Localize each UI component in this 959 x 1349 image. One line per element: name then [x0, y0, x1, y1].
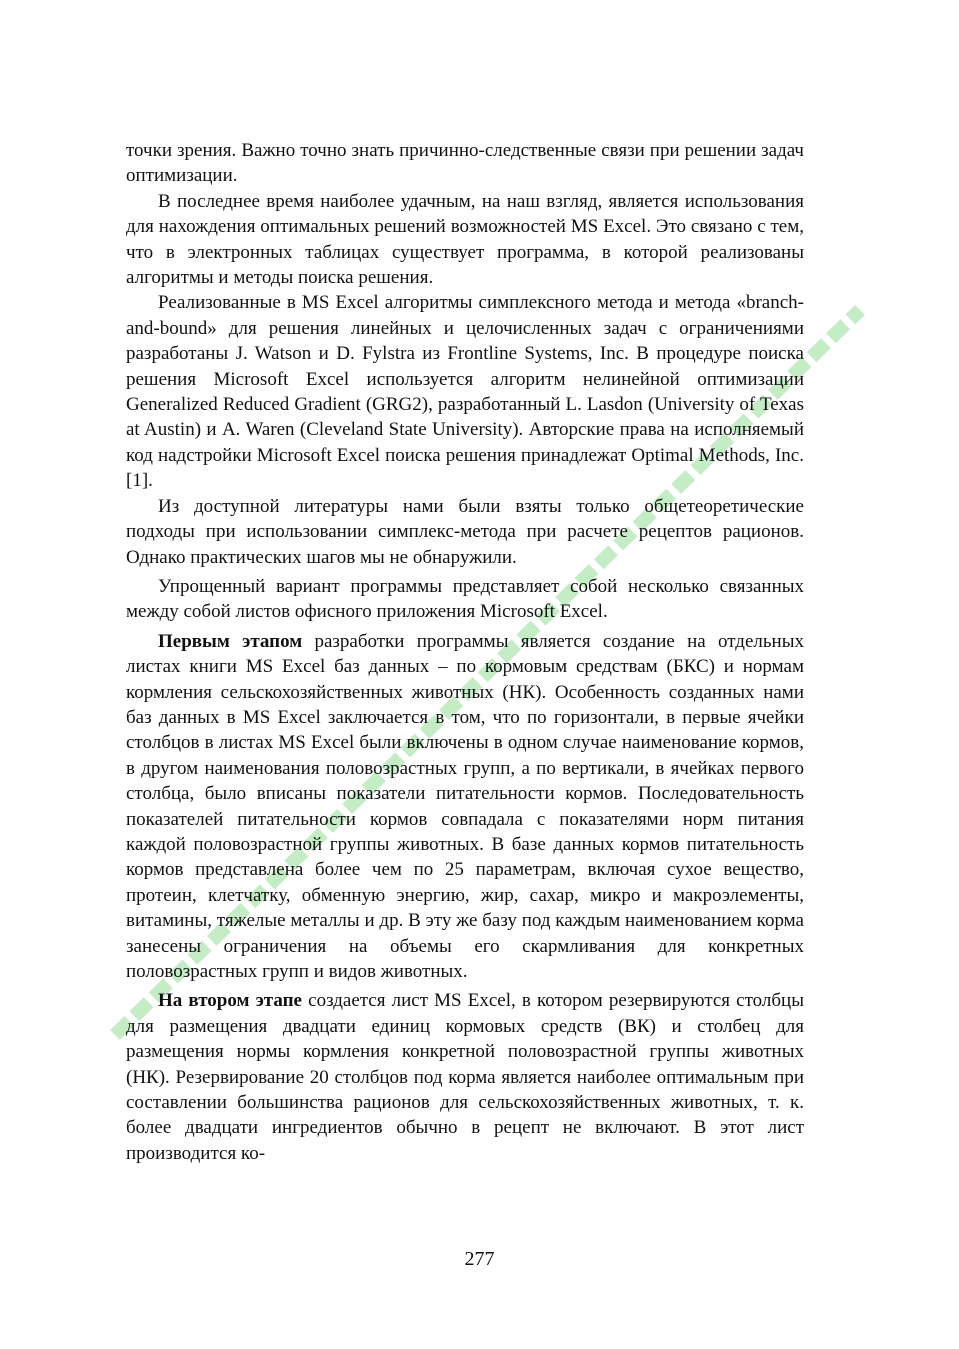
page-number: 277	[464, 1248, 495, 1270]
paragraph-5: Упрощенный вариант программы представляет собой несколько связанных между собой листов офисного приложения Microsoft Excel.	[126, 575, 804, 623]
paragraph-6	[126, 629, 804, 985]
paragraph-6-text: разработки программы является создание на отдельных листах книги MS Excel баз данных – по кормовым средствам (БКС) и нормам кормления сельскохозяйственных животных (НК). Особенность созданных нами баз данных в MS Excel заключается в том, что по горизонтали, в первые ячейки столбцов в листах MS Excel были включены в одном случае наименование кормов, в другом наименования половозрастных групп, а по вертикали, в ячейках первого столбца, было вписаны показатели питательности кормов. Последовательность показателей питательности кормов совпадала с показателями норм питания каждой половозрастной группы животных. В базе данных кормов питательность кормов представлена более чем по 25 параметрам, включая сухое вещество, протеин, клетчатку, обменную энергию, жир, сахар, микро и макроэлементы, витамины, тяжелые металлы и др. В эту же базу под каждым наименованием корма занесены ограничения на объемы его скармливания для конкретных половозрастных групп и видов животных.	[126, 630, 804, 982]
paragraph-7-text: создается лист MS Excel, в котором резервируются столбцы для размещения двадцати единиц кормовых средств (ВК) и столбец для размещения нормы кормления конкретной половозрастной группы животных (НК). Резервирование 20 столбцов под корма является наиболее оптимальным при составлении большинства рационов для сельскохозяйственных животных, т. к. более двадцати ингредиентов обычно в рецепт не включают. В этот лист производится ко-	[126, 990, 804, 1164]
paragraph-6-lead: Первым этапом	[158, 630, 303, 652]
paragraph-4: Из доступной литературы нами были взяты только общетеоретические подходы при использовании симплекс-метода при расчете рецептов рационов. Однако практических шагов мы не обнаружили.	[126, 495, 804, 568]
paragraph-1: точки зрения. Важно точно знать причинно-следственные связи при решении задач оптимизации.	[126, 140, 804, 187]
paragraph-7-lead: На втором этапе	[158, 990, 302, 1012]
paragraph-3: Реализованные в MS Excel алгоритмы симплексного метода и метода «branch-and-bound» для решения линейных и целочисленных задач с ограничениями разработаны J. Watson и D. Fylstra из Frontline Systems, Inc. В процедуре поиска решения Microsoft Excel используется алгоритм нелинейной оптимизации Generalized Reduced Gradient (GRG2), разработанный L. Lasdon (University of Texas at Austin) и A. Waren (Cleveland State University). Авторские права на исполняемый код надстройки Microsoft Excel поиска решения принадлежат Optimal Methods, Inc. [1].	[126, 292, 804, 492]
paragraph-2: В последнее время наиболее удачным, на наш взгляд, является использования для нахождения оптимальных решений возможностей MS Excel. Это связано с тем, что в электронных таблицах существует программа, в которой реализованы алгоритмы и методы поиска решения.	[126, 190, 804, 289]
paragraph-7	[126, 988, 804, 1166]
document-body	[126, 138, 804, 1166]
